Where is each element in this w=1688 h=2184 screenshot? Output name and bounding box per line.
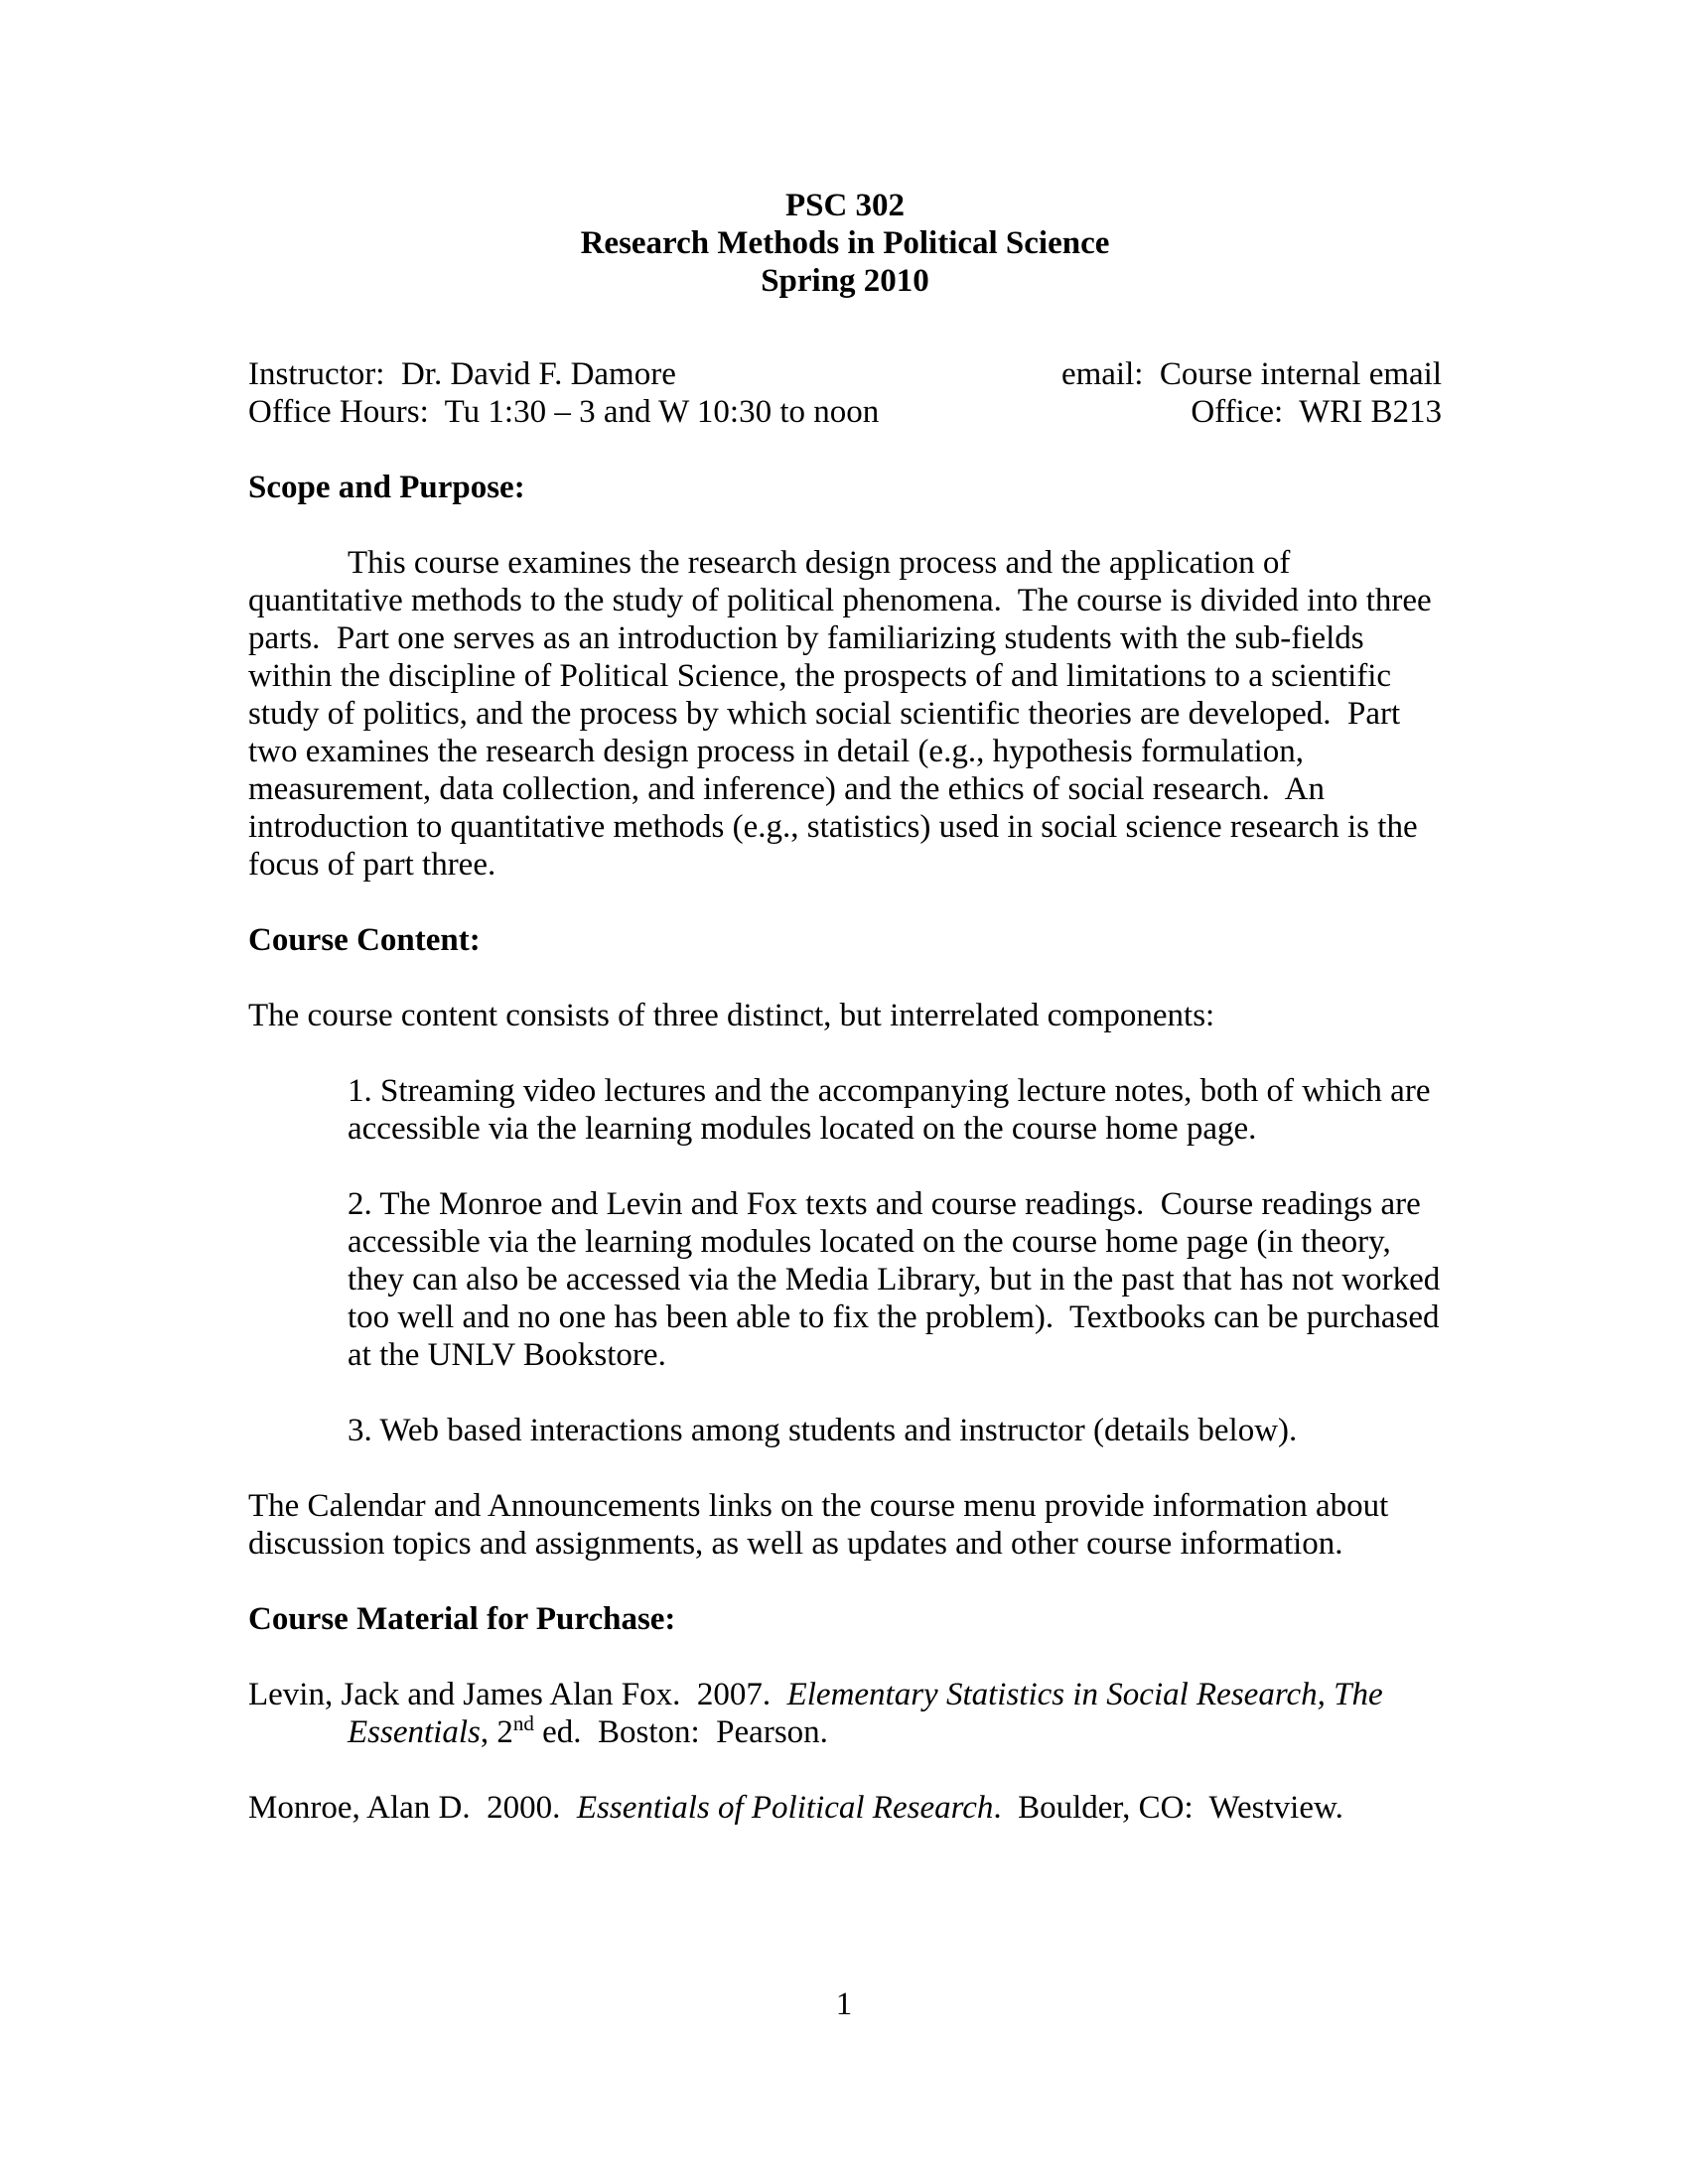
office-hours-line: Office Hours: Tu 1:30 – 3 and W 10:30 to noon	[248, 394, 880, 430]
citation-text: . Boulder, CO: Westview.	[993, 1790, 1343, 1826]
course-term: Spring 2010	[761, 263, 929, 299]
course-content-item-2: 2. The Monroe and Levin and Fox texts and course readings. Course readings are accessible via the learning modules located on the course home page (in theory, they can also be accessed via the Media Library, but in the past that has not worked too well and no one has been able to fix the problem). Textbooks can be purchased at the UNLV Bookstore.	[348, 1186, 1449, 1373]
citation-monroe	[248, 1789, 1442, 1827]
citation-text: ed. Boston: Pearson.	[533, 1714, 828, 1750]
scope-heading: Scope and Purpose:	[248, 470, 525, 505]
course-code: PSC 302	[784, 188, 906, 223]
course-content-item-1: 1. Streaming video lectures and the accompanying lecture notes, both of which are accessible via the learning modules located on the course home page.	[348, 1073, 1439, 1147]
page-number: 1	[835, 1986, 853, 2022]
office-line: Office: WRI B213	[1191, 394, 1442, 430]
citation-text: , 2	[480, 1714, 513, 1750]
citation-text: Levin, Jack and James Alan Fox. 2007.	[248, 1677, 787, 1712]
course-content-heading: Course Content:	[248, 922, 481, 958]
document-title-block	[248, 187, 1442, 300]
instructor-info-block	[248, 355, 1442, 431]
course-content-outro: The Calendar and Announcements links on the course menu provide information about discussion topics and assignments, as well as updates and other course information.	[248, 1488, 1397, 1562]
citation-levin-fox	[248, 1676, 1442, 1751]
instructor-line: Instructor: Dr. David F. Damore	[248, 356, 676, 392]
citation-book-title: Essentials of Political Research	[576, 1790, 994, 1826]
email-line: email: Course internal email	[1060, 356, 1442, 392]
course-content-item-3: 3. Web based interactions among students and instructor (details below).	[348, 1413, 1298, 1448]
course-content-intro: The course content consists of three distinct, but interrelated components:	[248, 998, 1215, 1033]
info-row-2	[248, 393, 1442, 431]
citation-book-title: Elementary Statistics in Social Research, The Essentials	[348, 1677, 1391, 1750]
citation-edition-superscript: nd	[512, 1711, 534, 1735]
citation-text: Monroe, Alan D. 2000.	[248, 1790, 577, 1826]
materials-heading: Course Material for Purchase:	[248, 1601, 676, 1637]
scope-paragraph: This course examines the research design process and the application of quantitative methods to the study of political phenomena. The course is divided into three parts. Part one serves as an introduction by familiarizing students with the sub-fields within the discipline of Political Science, the prospects of and limitations to a scientific study of politics, and the process by which social scientific theories are developed. Part two examines the research design process in detail (e.g., hypothesis formulation, measurement, data collection, and inference) and the ethics of social research. An introduction to quantitative methods (e.g., statistics) used in social science research is the focus of part three.	[248, 545, 1440, 883]
course-name: Research Methods in Political Science	[580, 225, 1110, 261]
info-row-1	[248, 355, 1442, 393]
